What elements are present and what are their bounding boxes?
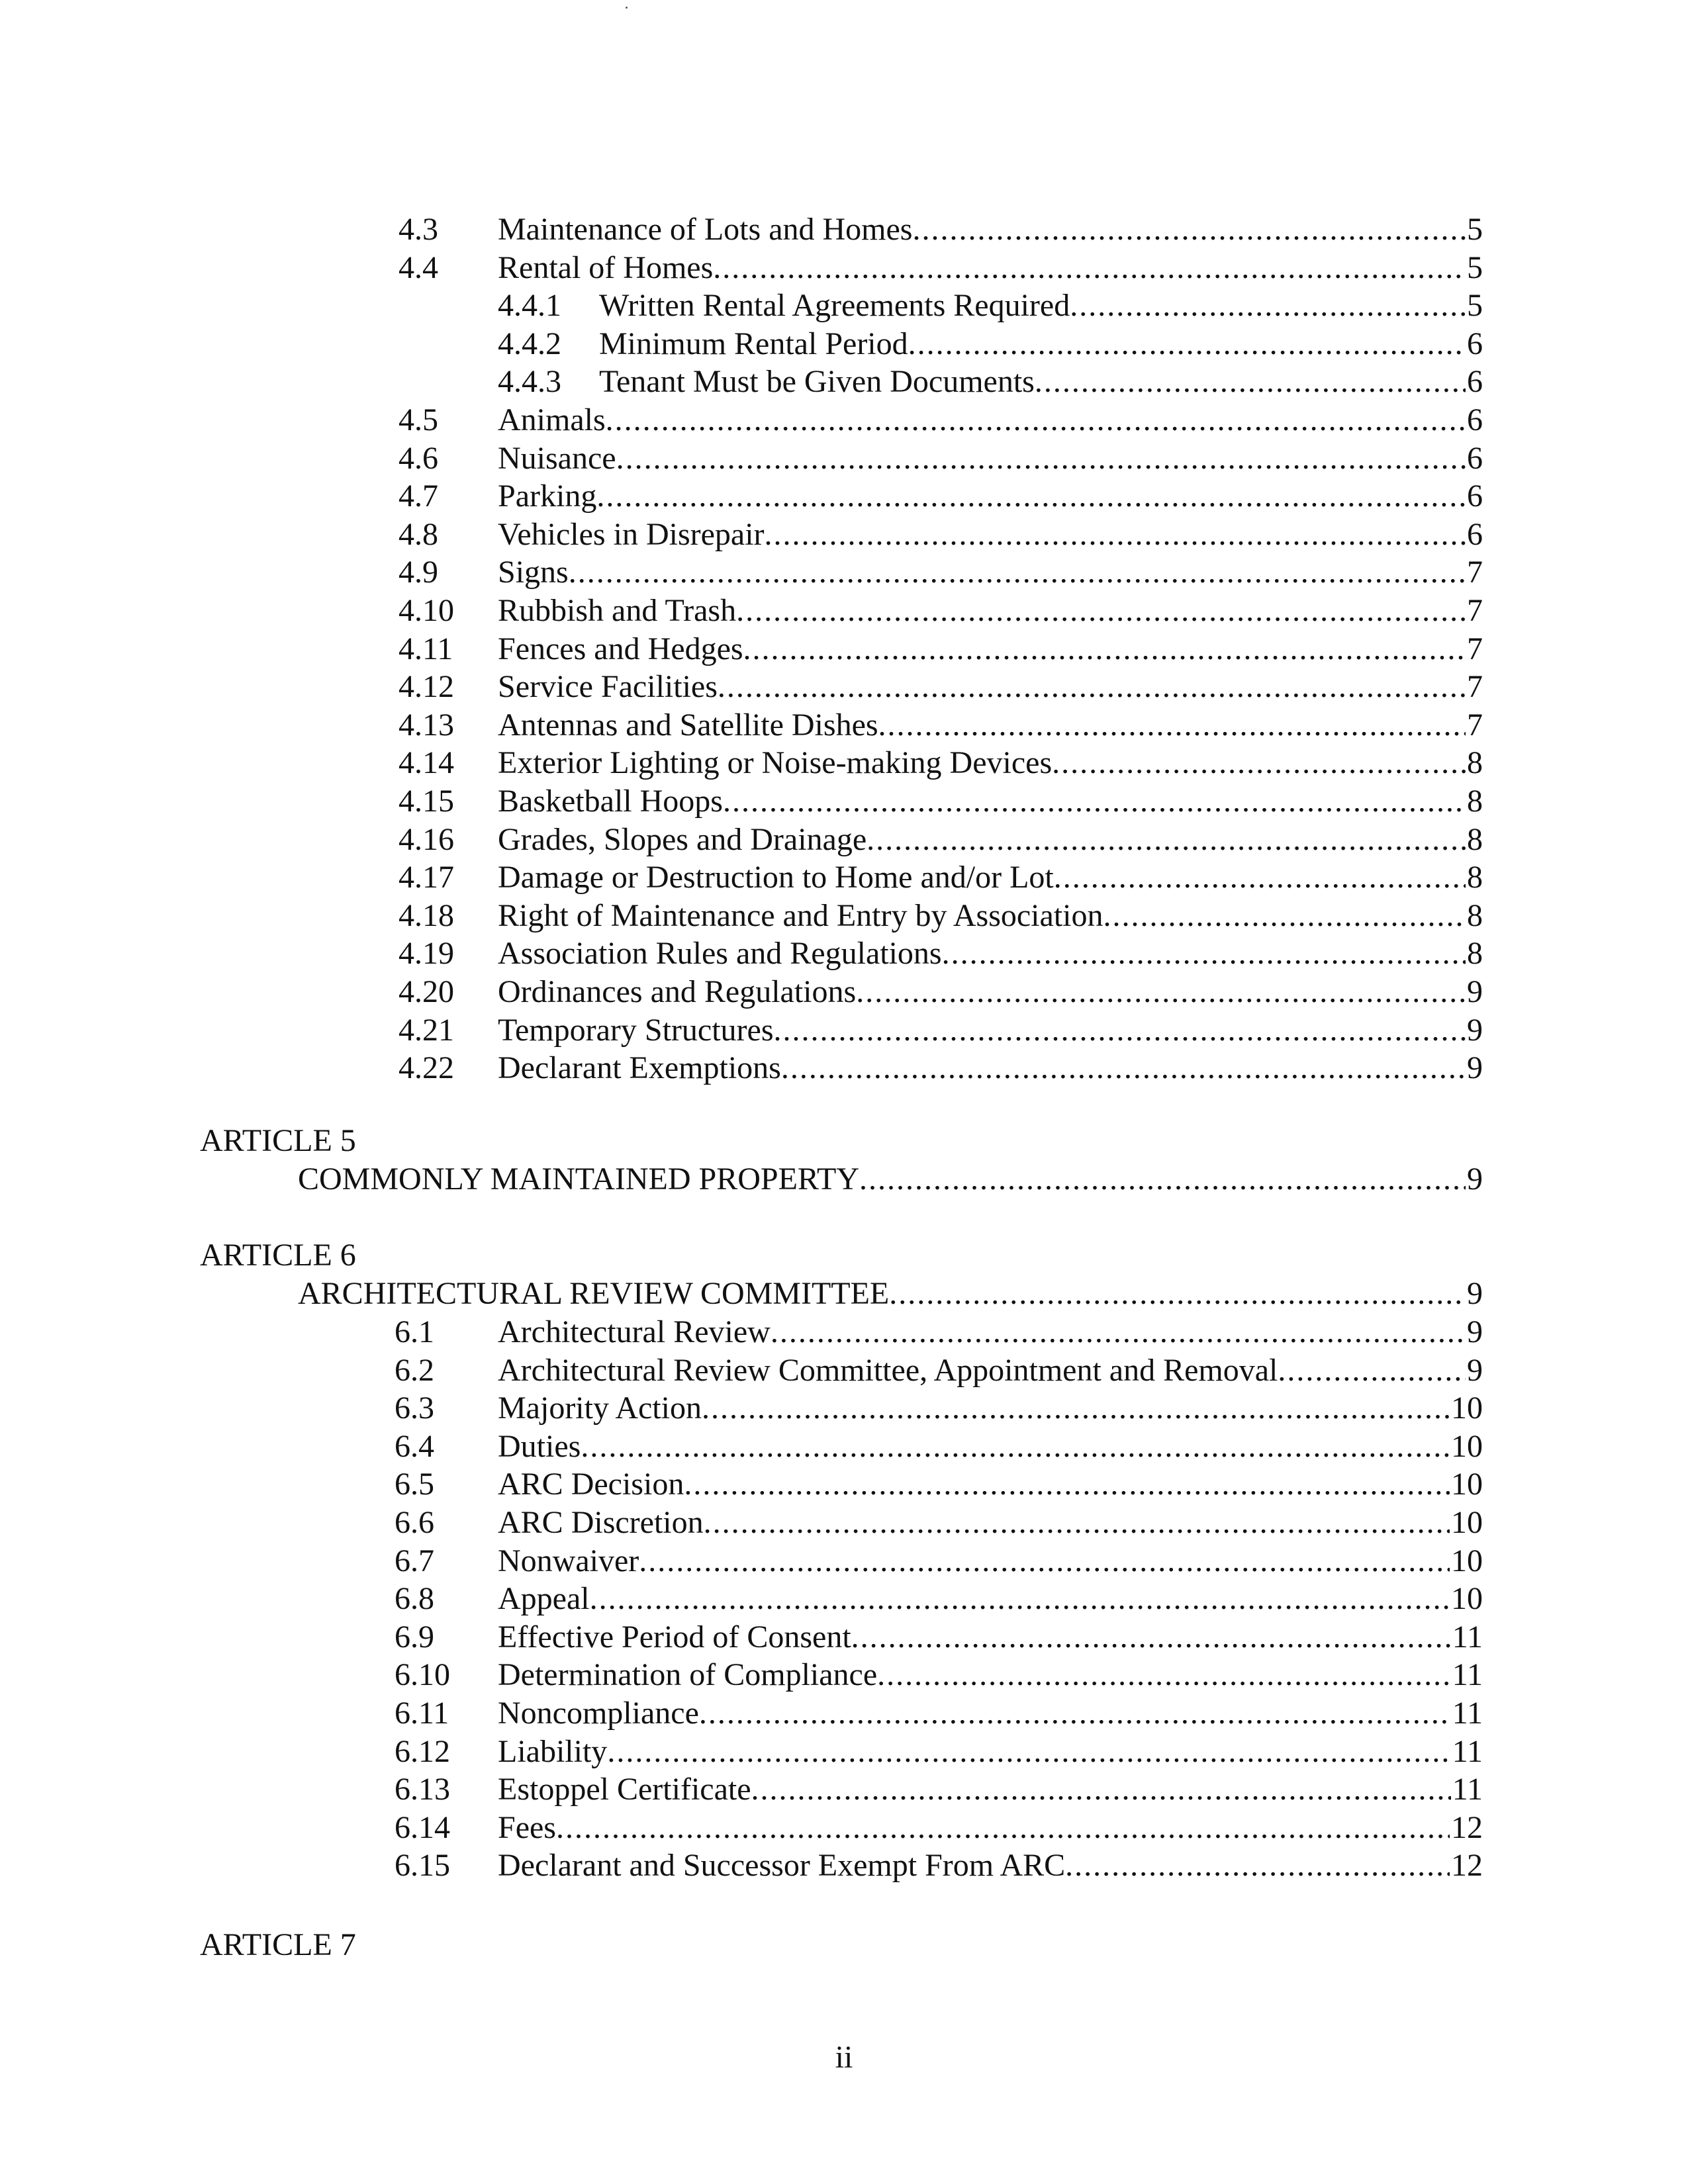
dot-leader [774, 1011, 1466, 1050]
toc-entry[interactable] [0, 706, 1688, 745]
toc-entry[interactable] [0, 1846, 1688, 1885]
toc-entry[interactable] [0, 1809, 1688, 1847]
toc-entry-page: 9 [1467, 1314, 1483, 1349]
toc-entry[interactable] [0, 1465, 1688, 1504]
dot-leader [556, 1809, 1450, 1847]
toc-entry-number: 4.20 [399, 974, 454, 1009]
toc-entry-title: Written Rental Agreements Required [599, 288, 1070, 324]
toc-entry-page: 5 [1467, 212, 1483, 247]
toc-entry-title: Exterior Lighting or Noise-making Devices [498, 745, 1053, 781]
dot-leader [581, 1428, 1450, 1466]
toc-entry-number: 6.2 [395, 1352, 434, 1388]
toc-entry-title: Fees [498, 1809, 556, 1845]
dot-leader [704, 1504, 1450, 1542]
toc-entry[interactable] [0, 1428, 1688, 1466]
article-5-heading: ARTICLE 5 [200, 1123, 356, 1158]
toc-entry-number: 6.3 [395, 1390, 434, 1426]
toc-entry[interactable] [0, 630, 1688, 668]
toc-entry-number: 4.9 [399, 555, 438, 590]
toc-entry[interactable] [0, 668, 1688, 706]
dot-leader [1035, 363, 1466, 401]
dot-leader [1054, 858, 1466, 897]
dot-leader [684, 1465, 1450, 1504]
toc-entry-title: ARC Discretion [498, 1505, 704, 1540]
toc-entry[interactable] [0, 1542, 1688, 1580]
dot-leader [1065, 1846, 1450, 1885]
toc-entry[interactable] [0, 553, 1688, 592]
toc-entry-page: 10 [1451, 1543, 1483, 1578]
dot-leader [699, 1694, 1451, 1733]
toc-entry[interactable] [0, 1351, 1688, 1390]
toc-entry-number: 4.10 [399, 593, 454, 628]
toc-entry-number: 4.17 [399, 860, 454, 895]
toc-entry-title: Basketball Hoops [498, 784, 723, 819]
toc-entry[interactable] [0, 858, 1688, 897]
toc-entry-number: 4.13 [399, 707, 454, 743]
dot-leader [859, 1160, 1466, 1199]
toc-entry-title: Rental of Homes [498, 250, 714, 285]
toc-entry-title: Signs [498, 555, 569, 590]
toc-entry-page: 7 [1467, 669, 1483, 705]
toc-entry-title: Parking [498, 478, 597, 514]
toc-entry[interactable] [0, 287, 1688, 325]
toc-entry-title: Majority Action [498, 1390, 702, 1426]
toc-entry-page: 11 [1452, 1733, 1483, 1769]
toc-entry-page: 11 [1452, 1657, 1483, 1693]
toc-entry-number: 4.6 [399, 440, 438, 476]
article-7-heading: ARTICLE 7 [200, 1927, 356, 1962]
toc-entry-page: 9 [1467, 1352, 1483, 1388]
toc-entry[interactable] [0, 1694, 1688, 1733]
page-number: ii [835, 2040, 853, 2075]
dot-leader [856, 973, 1466, 1011]
dot-leader [639, 1542, 1450, 1580]
dot-leader [736, 592, 1466, 630]
toc-entry-page: 5 [1467, 250, 1483, 285]
toc-entry-title: Ordinances and Regulations [498, 974, 857, 1009]
toc-entry-page: 9 [1467, 974, 1483, 1009]
toc-entry-page: 7 [1467, 707, 1483, 743]
dot-leader [590, 1580, 1450, 1618]
toc-entry-title: Fences and Hedges [498, 631, 743, 666]
toc-entry-title: Vehicles in Disrepair [498, 516, 765, 552]
toc-entry-number: 4.18 [399, 897, 454, 933]
toc-entry-title: Declarant and Successor Exempt From ARC [498, 1848, 1066, 1884]
toc-entry-number: 4.4.1 [498, 288, 561, 324]
dot-leader [1103, 897, 1466, 935]
scan-speck [626, 7, 628, 9]
toc-entry[interactable] [0, 439, 1688, 478]
toc-entry-number: 4.4 [399, 250, 438, 285]
toc-entry-title: Liability [498, 1733, 608, 1769]
toc-entry[interactable] [0, 1011, 1688, 1050]
toc-entry-title: Animals [498, 402, 606, 437]
toc-entry[interactable] [0, 1313, 1688, 1351]
toc-entry-page: 7 [1467, 631, 1483, 666]
toc-entry[interactable] [0, 592, 1688, 630]
toc-entry[interactable] [0, 477, 1688, 516]
dot-leader [942, 934, 1466, 973]
toc-entry[interactable] [0, 1656, 1688, 1694]
toc-entry-page: 9 [1467, 1050, 1483, 1086]
toc-entry[interactable] [0, 1770, 1688, 1809]
toc-entry-number: 4.12 [399, 669, 454, 705]
toc-entry-title: Nuisance [498, 440, 616, 476]
dot-leader [616, 439, 1466, 478]
dot-leader [713, 249, 1466, 287]
toc-entry-title: Association Rules and Regulations [498, 936, 942, 972]
toc-entry-number: 6.10 [395, 1657, 450, 1693]
dot-leader [743, 630, 1466, 668]
toc-entry-number: 6.7 [395, 1543, 434, 1578]
toc-entry-title: Duties [498, 1428, 581, 1464]
toc-entry-title: Declarant Exemptions [498, 1050, 781, 1086]
toc-entry-title: Nonwaiver [498, 1543, 639, 1578]
toc-entry[interactable] [0, 1049, 1688, 1087]
dot-leader [1052, 744, 1466, 782]
toc-entry-page: 12 [1451, 1809, 1483, 1845]
dot-leader [867, 821, 1466, 859]
toc-entry[interactable] [0, 1389, 1688, 1428]
toc-entry-page: 10 [1451, 1467, 1483, 1502]
toc-entry[interactable] [0, 325, 1688, 363]
toc-entry-number: 6.14 [395, 1809, 450, 1845]
dot-leader [889, 1275, 1466, 1313]
toc-entry-number: 4.15 [399, 784, 454, 819]
dot-leader [771, 1313, 1466, 1351]
toc-entry-page: 6 [1467, 440, 1483, 476]
toc-entry-number: 6.6 [395, 1505, 434, 1540]
toc-entry-page: 9 [1467, 1012, 1483, 1048]
toc-entry-number: 6.12 [395, 1733, 450, 1769]
toc-entry-number: 6.15 [395, 1848, 450, 1884]
toc-entry-page: 11 [1452, 1696, 1483, 1731]
toc-entry-title: Rubbish and Trash [498, 593, 737, 628]
toc-entry-page: 6 [1467, 478, 1483, 514]
dot-leader [702, 1389, 1450, 1428]
article-6-page: 9 [1467, 1276, 1483, 1311]
toc-entry[interactable] [0, 897, 1688, 935]
toc-entry-number: 4.5 [399, 402, 438, 437]
article-6-title: ARCHITECTURAL REVIEW COMMITTEE [298, 1276, 890, 1311]
toc-entry-number: 4.21 [399, 1012, 454, 1048]
toc-entry-title: Maintenance of Lots and Homes [498, 212, 913, 247]
toc-entry[interactable] [0, 1504, 1688, 1542]
toc-entry[interactable] [0, 934, 1688, 973]
toc-entry-number: 6.9 [395, 1619, 434, 1655]
toc-entry-number: 4.4.3 [498, 364, 561, 400]
toc-entry-number: 4.19 [399, 936, 454, 972]
dot-leader [569, 553, 1466, 592]
toc-entry-title: Appeal [498, 1581, 590, 1617]
toc-entry[interactable] [0, 1580, 1688, 1618]
toc-entry-number: 6.1 [395, 1314, 434, 1349]
toc-entry-page: 6 [1467, 326, 1483, 361]
toc-entry-title: Effective Period of Consent [498, 1619, 851, 1655]
toc-entry-title: Estoppel Certificate [498, 1772, 751, 1807]
dot-leader [851, 1618, 1451, 1657]
toc-entry-page: 7 [1467, 555, 1483, 590]
toc-entry-page: 10 [1451, 1581, 1483, 1617]
toc-entry-page: 6 [1467, 516, 1483, 552]
toc-entry[interactable] [0, 249, 1688, 287]
toc-entry-number: 4.16 [399, 821, 454, 857]
toc-entry-number: 4.14 [399, 745, 454, 781]
toc-entry-number: 6.5 [395, 1467, 434, 1502]
toc-entry-title: Minimum Rental Period [599, 326, 908, 361]
dot-leader [908, 325, 1466, 363]
toc-entry-page: 10 [1451, 1390, 1483, 1426]
dot-leader [596, 477, 1466, 516]
toc-entry[interactable] [0, 363, 1688, 401]
toc-entry-number: 4.11 [399, 631, 453, 666]
article-5-page: 9 [1467, 1161, 1483, 1197]
toc-entry[interactable] [0, 821, 1688, 859]
toc-entry-number: 4.3 [399, 212, 438, 247]
toc-entry-page: 6 [1467, 402, 1483, 437]
dot-leader [877, 1656, 1451, 1694]
toc-entry[interactable] [0, 401, 1688, 439]
toc-entry-title: Grades, Slopes and Drainage [498, 821, 867, 857]
toc-entry-page: 8 [1467, 897, 1483, 933]
toc-entry[interactable] [0, 744, 1688, 782]
article-6-title-line[interactable] [0, 1275, 1688, 1313]
toc-entry-title: Architectural Review [498, 1314, 771, 1349]
toc-entry-number: 4.4.2 [498, 326, 561, 361]
toc-entry[interactable] [0, 1733, 1688, 1771]
toc-entry-page: 8 [1467, 784, 1483, 819]
dot-leader [912, 210, 1466, 249]
toc-entry-number: 6.13 [395, 1772, 450, 1807]
toc-entry-title: ARC Decision [498, 1467, 684, 1502]
dot-leader [723, 782, 1466, 821]
toc-entry-title: Noncompliance [498, 1696, 699, 1731]
toc-entry-page: 8 [1467, 745, 1483, 781]
toc-entry-page: 7 [1467, 593, 1483, 628]
toc-entry-page: 8 [1467, 821, 1483, 857]
toc-entry-page: 12 [1451, 1848, 1483, 1884]
toc-entry-title: Damage or Destruction to Home and/or Lot [498, 860, 1054, 895]
toc-entry[interactable] [0, 782, 1688, 821]
dot-leader [751, 1770, 1451, 1809]
dot-leader [718, 668, 1466, 706]
dot-leader [607, 1733, 1450, 1771]
toc-entry-title: Antennas and Satellite Dishes [498, 707, 878, 743]
toc-entry-title: Service Facilities [498, 669, 718, 705]
toc-entry-number: 4.8 [399, 516, 438, 552]
toc-entry-page: 8 [1467, 860, 1483, 895]
dot-leader [878, 706, 1466, 745]
toc-entry-number: 4.22 [399, 1050, 454, 1086]
toc-entry-number: 6.4 [395, 1428, 434, 1464]
toc-entry-page: 11 [1452, 1619, 1483, 1655]
toc-entry-page: 5 [1467, 288, 1483, 324]
toc-entry[interactable] [0, 973, 1688, 1011]
article-5-title: COMMONLY MAINTAINED PROPERTY [298, 1161, 860, 1197]
toc-entry-title: Temporary Structures [498, 1012, 774, 1048]
toc-entry-title: Right of Maintenance and Entry by Association [498, 897, 1103, 933]
article-6-heading: ARTICLE 6 [200, 1238, 356, 1273]
dot-leader [781, 1049, 1466, 1087]
toc-entry[interactable] [0, 516, 1688, 554]
article-5-title-line[interactable] [0, 1160, 1688, 1199]
dot-leader [765, 516, 1466, 554]
dot-leader [1070, 287, 1466, 325]
toc-entry-title: Architectural Review Committee, Appointment and Removal [498, 1352, 1278, 1388]
toc-entry[interactable] [0, 210, 1688, 249]
toc-entry-page: 8 [1467, 936, 1483, 972]
toc-entry-number: 6.8 [395, 1581, 434, 1617]
toc-entry-page: 6 [1467, 364, 1483, 400]
toc-entry-number: 4.7 [399, 478, 438, 514]
toc-entry-title: Determination of Compliance [498, 1657, 878, 1693]
toc-entry-page: 11 [1452, 1772, 1483, 1807]
toc-entry-number: 6.11 [395, 1696, 449, 1731]
dot-leader [606, 401, 1466, 439]
toc-entry-page: 10 [1451, 1505, 1483, 1540]
toc-entry-page: 10 [1451, 1428, 1483, 1464]
toc-entry-title: Tenant Must be Given Documents [599, 364, 1035, 400]
toc-entry[interactable] [0, 1618, 1688, 1657]
dot-leader [1278, 1351, 1466, 1390]
